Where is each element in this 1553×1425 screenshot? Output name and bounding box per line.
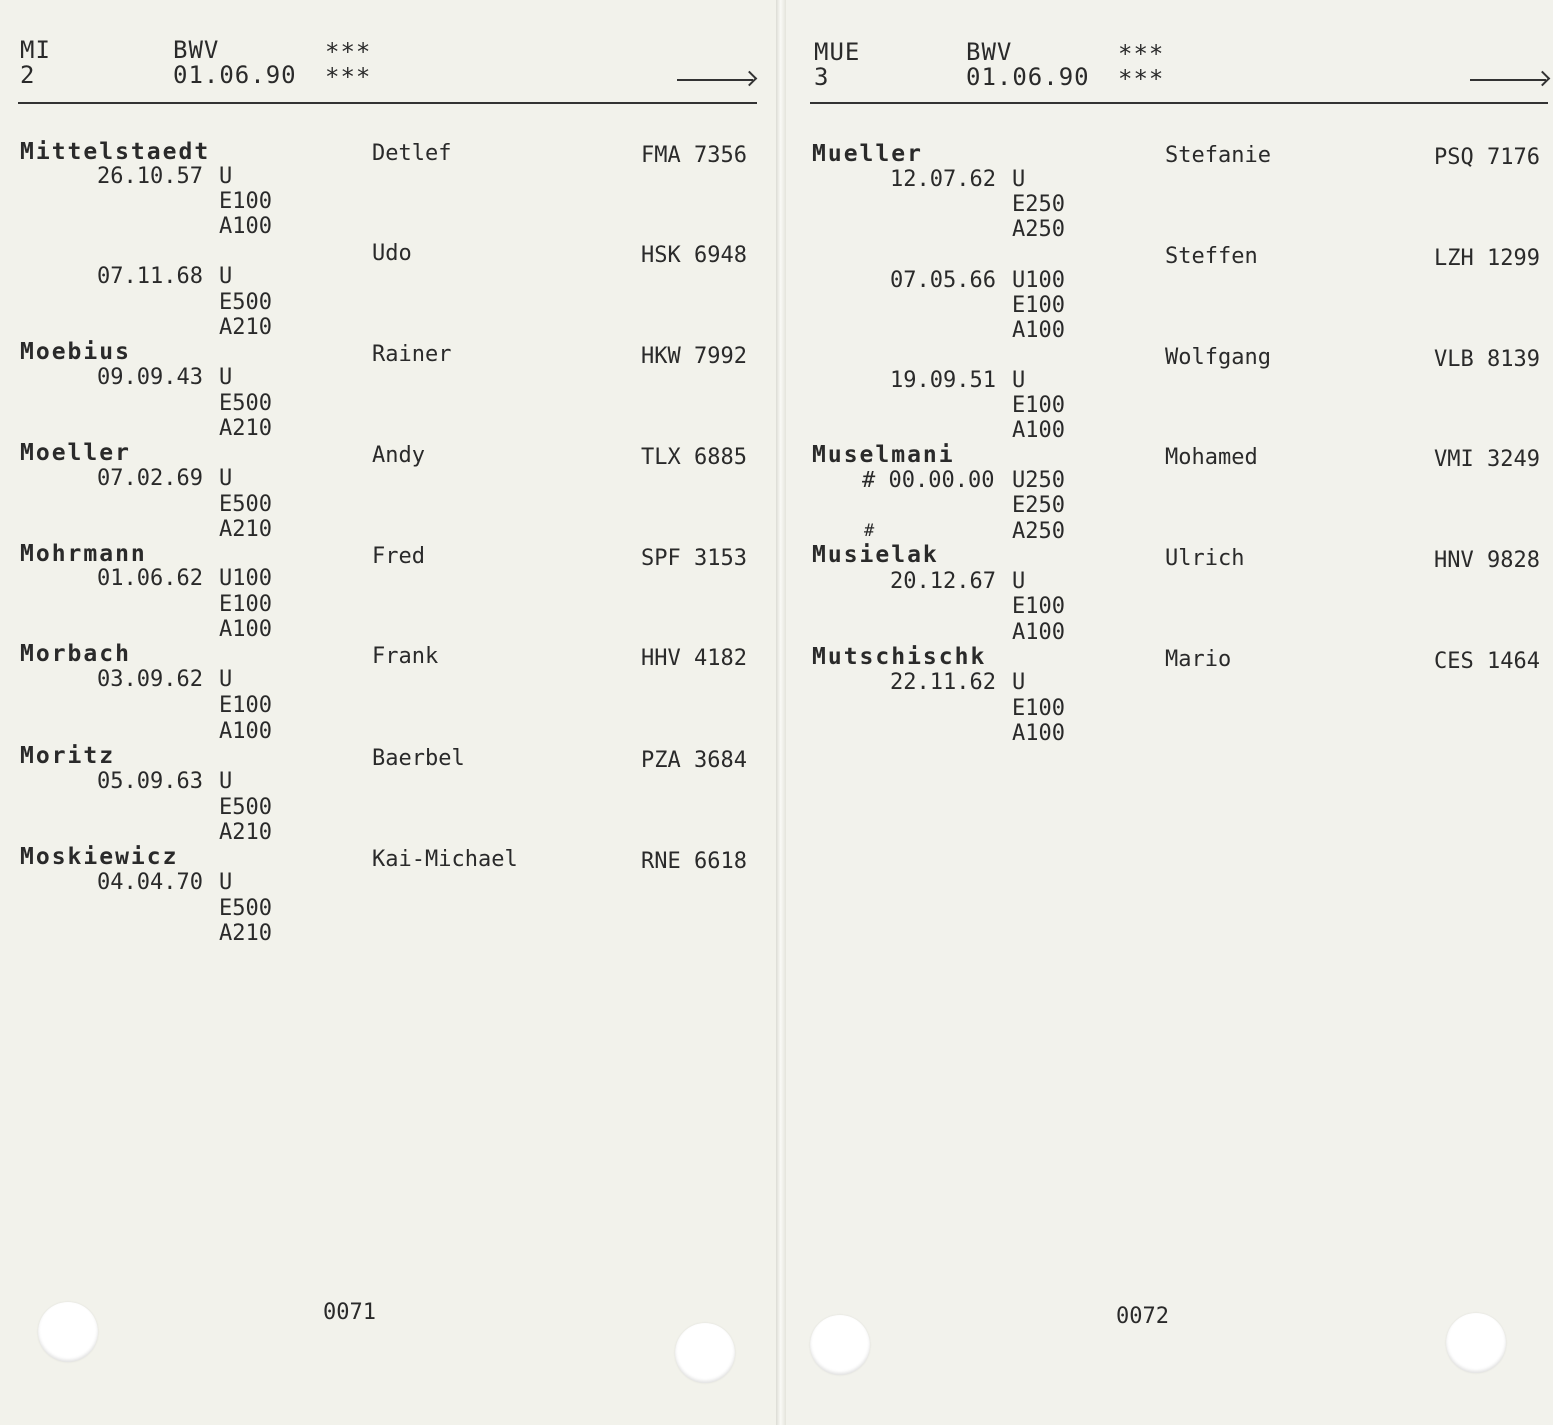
record-code: A250 [1012,519,1065,544]
right-header-mark2: *** [1118,65,1165,93]
record-code: E100 [219,189,272,214]
left-header-mark2: *** [325,63,372,91]
record-surname: Moritz [20,743,116,769]
record-surname: Morbach [20,641,131,667]
record-id: CES 1464 [1434,649,1540,674]
record-code: E100 [1012,696,1065,721]
header-rule [18,102,757,104]
record-id: PZA 3684 [641,748,747,773]
page-number: 0072 [1116,1304,1169,1329]
record-code: E250 [1012,192,1065,217]
record-code: E500 [219,896,272,921]
record-first-name: Baerbel [372,746,465,771]
record-code: E100 [1012,594,1065,619]
record-code: A210 [219,921,272,946]
punch-hole [1446,1313,1506,1373]
record-id: HNV 9828 [1434,548,1540,573]
record-code: A210 [219,315,272,340]
record-first-name: Mario [1165,647,1232,672]
record-code: U250 [1012,468,1065,493]
record-date: 04.04.70 [97,870,203,895]
next-arrow-icon [677,79,753,81]
record-code: A250 [1012,217,1065,242]
record-date: 03.09.62 [97,667,203,692]
punch-hole [675,1323,735,1383]
next-arrow-icon [1470,79,1546,81]
left-page [0,0,776,1425]
record-code: U [219,264,233,289]
record-code: A210 [219,416,272,441]
record-code: E100 [1012,393,1065,418]
record-surname: Moeller [20,440,131,466]
record-code: E100 [219,693,272,718]
record-date: 19.09.51 [890,368,996,393]
record-id: SPF 3153 [641,546,747,571]
record-date: 07.11.68 [97,264,203,289]
record-code: U100 [219,566,272,591]
record-id: PSQ 7176 [1434,145,1540,170]
record-surname: Musielak [812,542,939,568]
record-first-name: Steffen [1165,244,1258,269]
record-surname: Muselmani [812,442,955,468]
record-code: U100 [1012,268,1065,293]
punch-hole [810,1315,870,1375]
record-code: U [219,870,233,895]
record-code: U [219,466,233,491]
right-header-title: BWV [966,38,1013,66]
record-code: U [1012,569,1026,594]
record-date: 01.06.62 [97,566,203,591]
record-code: U [1012,368,1026,393]
record-first-name: Detlef [372,141,452,166]
right-header-num: 3 [814,63,830,91]
record-first-name: Udo [372,241,412,266]
record-code: A100 [219,719,272,744]
record-date: 20.12.67 [890,569,996,594]
record-id: RNE 6618 [641,849,747,874]
record-date: 12.07.62 [890,167,996,192]
record-first-name: Andy [372,443,425,468]
record-first-name: Wolfgang [1165,345,1271,370]
record-date: 26.10.57 [97,164,203,189]
left-header-title: BWV [173,36,220,64]
record-surname: Mueller [812,141,923,167]
record-code: E100 [219,592,272,617]
record-id: HKW 7992 [641,344,747,369]
record-id: VLB 8139 [1434,347,1540,372]
record-code: A210 [219,820,272,845]
right-page [786,0,1553,1425]
record-first-name: Stefanie [1165,143,1271,168]
record-date: 07.02.69 [97,466,203,491]
record-id: HHV 4182 [641,646,747,671]
record-code: E500 [219,795,272,820]
record-code: E500 [219,391,272,416]
left-header-mark1: *** [325,38,372,66]
record-first-name: Rainer [372,342,452,367]
right-header-date: 01.06.90 [966,63,1090,91]
record-first-name: Frank [372,644,439,669]
record-surname: Mittelstaedt [20,139,211,165]
record-surname: Moebius [20,339,131,365]
record-code: U [219,769,233,794]
record-code: U [1012,670,1026,695]
record-surname: Mutschischk [812,644,987,670]
record-code: A100 [1012,721,1065,746]
record-code: U [219,365,233,390]
record-id: VMI 3249 [1434,447,1540,472]
record-first-name: Kai-Michael [372,847,518,872]
record-code: E500 [219,290,272,315]
record-code: A100 [1012,318,1065,343]
left-header-date: 01.06.90 [173,61,297,89]
record-id: FMA 7356 [641,143,747,168]
record-id: HSK 6948 [641,243,747,268]
record-code: U [219,164,233,189]
record-first-name: Mohamed [1165,445,1258,470]
record-code: E250 [1012,493,1065,518]
left-header-num: 2 [20,61,36,89]
record-code: E100 [1012,293,1065,318]
header-rule [810,102,1548,104]
record-code: A100 [1012,418,1065,443]
right-header-code: MUE [814,38,861,66]
record-date: 09.09.43 [97,365,203,390]
page-number: 0071 [323,1300,376,1325]
record-code: A210 [219,517,272,542]
hash-mark: # [864,521,875,541]
record-code: U [219,667,233,692]
page-gutter [776,0,786,1425]
record-code: A100 [219,214,272,239]
record-date: 05.09.63 [97,769,203,794]
record-code: E500 [219,492,272,517]
record-id: TLX 6885 [641,445,747,470]
record-date: 22.11.62 [890,670,996,695]
record-code: U [1012,167,1026,192]
record-surname: Mohrmann [20,541,147,567]
record-surname: Moskiewicz [20,844,179,870]
left-header-code: MI [20,36,51,64]
record-code: A100 [1012,620,1065,645]
right-header-mark1: *** [1118,40,1165,68]
record-code: A100 [219,617,272,642]
record-first-name: Fred [372,544,425,569]
record-date: # 00.00.00 [862,468,995,493]
punch-hole [38,1302,98,1362]
record-first-name: Ulrich [1165,546,1245,571]
record-date: 07.05.66 [890,268,996,293]
record-id: LZH 1299 [1434,246,1540,271]
